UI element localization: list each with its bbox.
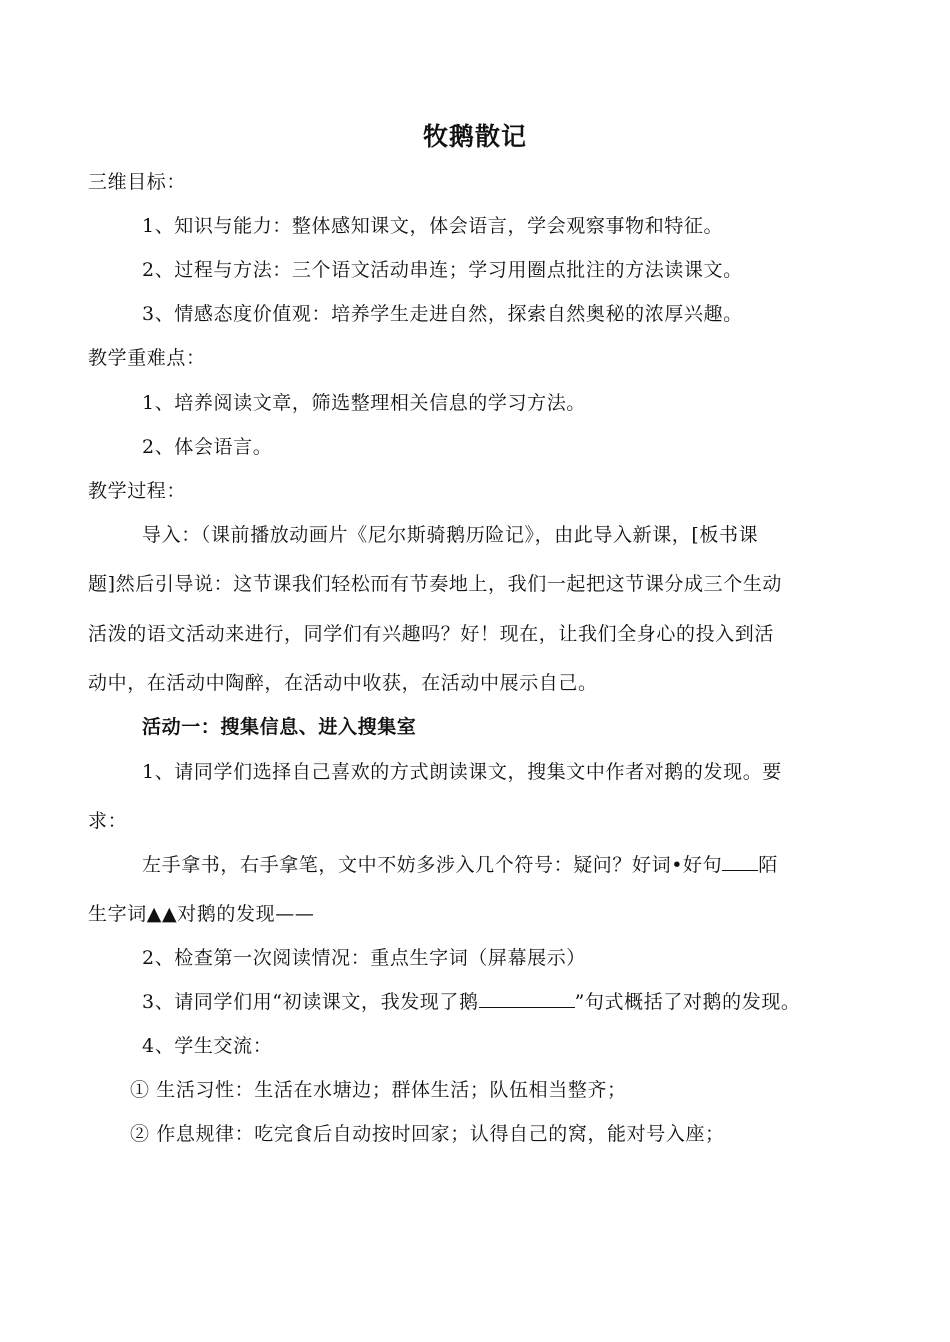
activity-step-line: 求：	[88, 810, 128, 832]
intro-paragraph-line: 导入：（课前播放动画片《尼尔斯骑鹅历险记》，由此导入新课，[板书课	[142, 524, 759, 546]
objective-item: 3、情感态度价值观：培养学生走进自然，探索自然奥秘的浓厚兴趣。	[142, 303, 743, 325]
reading-instruction-line	[142, 851, 778, 879]
activity-heading: 活动一：搜集信息、进入搜集室	[142, 716, 417, 738]
key-point-item: 2、体会语言。	[142, 436, 273, 458]
key-point-item: 1、培养阅读文章，筛选整理相关信息的学习方法。	[142, 392, 586, 414]
findings-item: ② 作息规律：吃完食后自动按时回家；认得自己的窝，能对号入座；	[130, 1123, 725, 1145]
activity-step-line: 4、学生交流：	[142, 1035, 273, 1057]
reading-instruction-line: 生字词▲▲对鹅的发现——	[88, 903, 315, 925]
objective-item: 2、过程与方法：三个语文活动串连；学习用圈点批注的方法读课文。	[142, 259, 743, 281]
step3-tail: ”句式概括了对鹅的发现。	[574, 991, 801, 1013]
intro-paragraph-line: 活泼的语文活动来进行，同学们有兴趣吗？好！现在，让我们全身心的投入到活	[88, 623, 775, 645]
step3-text: 3、请同学们用“初读课文，我发现了鹅	[142, 991, 479, 1013]
activity-step-line: 1、请同学们选择自己喜欢的方式朗读课文，搜集文中作者对鹅的发现。要	[142, 761, 782, 783]
intro-paragraph-line: 动中，在活动中陶醉，在活动中收获，在活动中展示自己。	[88, 672, 598, 694]
intro-paragraph-line: 题]然后引导说：这节课我们轻松而有节奏地上，我们一起把这节课分成三个生动	[88, 573, 783, 595]
reading-instruction-text: 左手拿书，右手拿笔，文中不妨多涉入几个符号：疑问？好词•好句	[142, 854, 723, 876]
activity-step-line: 2、检查第一次阅读情况：重点生字词（屏幕展示）	[142, 947, 586, 969]
fill-blank	[722, 852, 758, 871]
fill-blank	[479, 989, 575, 1008]
section-heading-key-points: 教学重难点：	[88, 347, 206, 369]
section-heading-process: 教学过程：	[88, 480, 187, 502]
findings-item: ① 生活习性：生活在水塘边；群体生活；队伍相当整齐；	[130, 1079, 627, 1101]
section-heading-objectives: 三维目标：	[88, 171, 187, 193]
activity-step-line	[142, 988, 801, 1016]
objective-item: 1、知识与能力：整体感知课文，体会语言，学会观察事物和特征。	[142, 215, 724, 237]
reading-instruction-tail: 陌	[758, 854, 778, 876]
page-title: 牧鹅散记	[422, 122, 527, 151]
